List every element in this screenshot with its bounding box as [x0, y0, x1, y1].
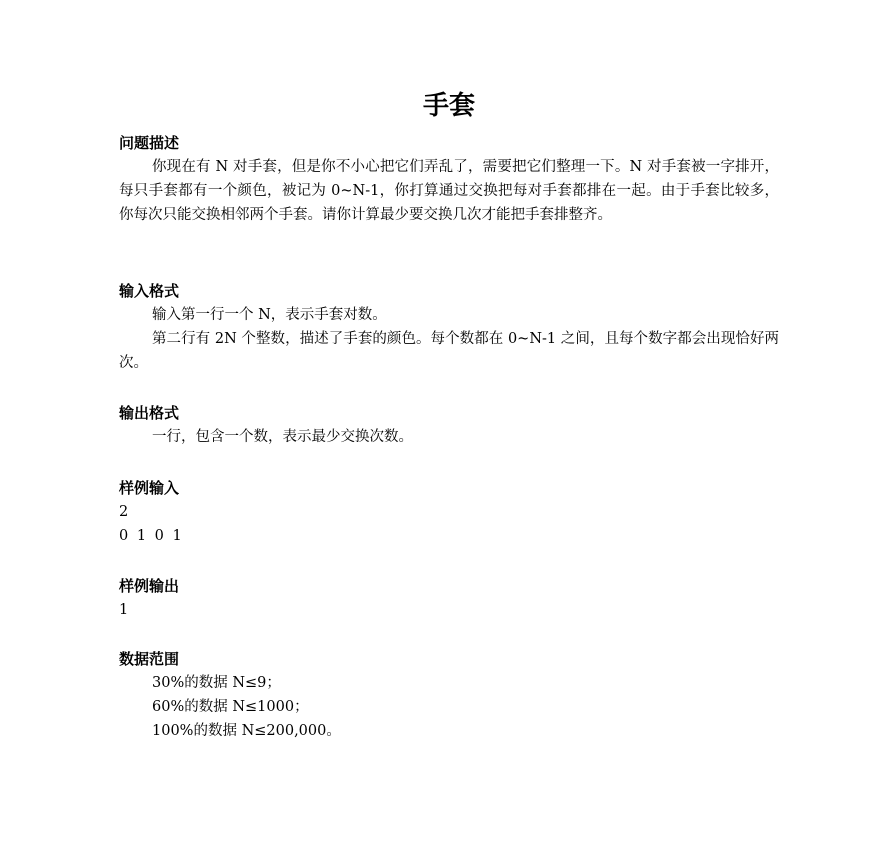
data-range-heading: 数据范围	[119, 650, 180, 668]
problem-description-text: 你现在有 N 对手套，但是你不小心把它们弄乱了，需要把它们整理一下。N 对手套被一字排开，每只手套都有一个颜色，被记为 0~N-1，你打算通过交换把每对手套都排在一起。由于手套比较多，你每次只能交换相邻两个手套。请你计算最少要交换几次才能把手套排整齐。	[119, 159, 779, 223]
data-range-section	[119, 647, 779, 743]
sample-output-heading: 样例输出	[119, 577, 180, 595]
input-format-line-2: 第二行有 2N 个整数，描述了手套的颜色。每个数都在 0~N-1 之间，且每个数字都会出现恰好两次。	[119, 331, 779, 371]
output-format-heading: 输出格式	[119, 404, 180, 422]
page-title: 手套	[422, 91, 475, 121]
sample-input-line-1: 2	[119, 504, 131, 520]
data-range-line-1: 30%的数据 N≤9；	[152, 675, 281, 691]
output-format-section	[119, 401, 779, 449]
sample-input-heading: 样例输入	[119, 479, 180, 497]
data-range-line-3: 100%的数据 N≤200,000。	[152, 723, 341, 739]
output-format-text: 一行，包含一个数，表示最少交换次数。	[152, 429, 413, 445]
sample-output-line-1: 1	[119, 602, 131, 618]
sample-input-section	[119, 476, 779, 548]
sample-output-section	[119, 574, 779, 622]
sample-input-line-2: 0 1 0 1	[119, 528, 184, 544]
data-range-line-2: 60%的数据 N≤1000；	[152, 699, 309, 715]
problem-description-heading: 问题描述	[119, 134, 180, 152]
input-format-section	[119, 279, 779, 375]
input-format-heading: 输入格式	[119, 282, 180, 300]
input-format-line-1: 输入第一行一个 N，表示手套对数。	[152, 307, 387, 323]
problem-description-section	[119, 131, 779, 227]
